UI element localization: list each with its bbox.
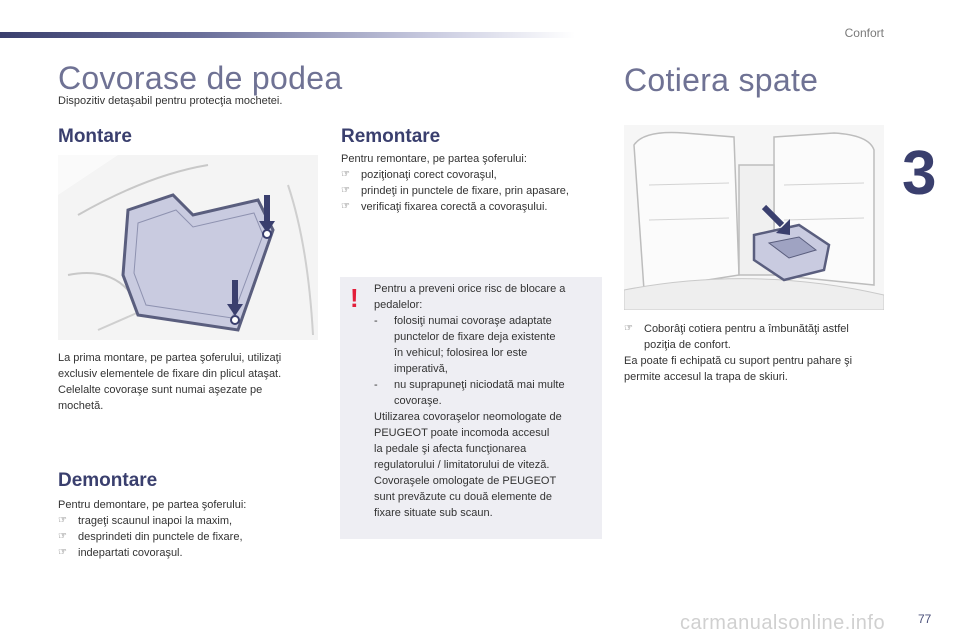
montare-heading: Montare <box>58 126 132 147</box>
demontare-text: Pentru demontare, pe partea şoferului: ☞ trageţi scaunul inapoi la maxim, ☞ desprindeti din punctele de fixare, ☞ indepartati covoraşul. <box>58 497 318 561</box>
list-item: ☞ Coborâţi cotiera pentru a îmbunătăţi astfel poziţia de confort. <box>624 323 849 351</box>
remontare-heading: Remontare <box>341 126 441 147</box>
warning-text: Pentru a preveni orice risc de blocare a pedalelor: - folosiţi numai covoraşe adaptate punctelor de fixare deja existente în vehicul; folosirea lor este imperativă, - nu suprapuneţi niciodată mai multe covoraşe. Utilizarea covoraşelor neomologate de PEUGEOT poate incomoda accesul la pedale şi afecta funcţionarea regulatorului / limitatorului de viteză. Covoraşele omologate de PEUGEOT sunt prevăzute cu două elemente de fixare situate sub scaun. <box>374 281 596 521</box>
list-item: - nu suprapuneţi niciodată mai multe covoraşe. <box>374 379 565 407</box>
montare-text: La prima montare, pe partea şoferului, utilizaţi exclusiv elementele de fixare din plicul ataşat. Celelalte covoraşe sunt numai aşezate pe mochetă. <box>58 352 282 412</box>
pointer-hand-icon: ☞ <box>58 547 67 558</box>
list-item: ☞ verificaţi fixarea corectă a covoraşului. <box>341 201 548 213</box>
list-item: ☞ indepartati covoraşul. <box>58 547 183 559</box>
pointer-hand-icon: ☞ <box>341 201 350 212</box>
floor-mat-drawing <box>58 155 318 340</box>
floor-mat-illustration <box>58 155 318 340</box>
remontare-text: Pentru remontare, pe partea şoferului: ☞ poziţionaţi corect covoraşul, ☞ prindeţi in punctele de fixare, prin apasare, ☞ verificaţi fixarea corectă a covoraşului. <box>341 151 603 215</box>
section-label: Confort <box>844 26 884 40</box>
pointer-hand-icon: ☞ <box>624 323 633 334</box>
list-item: - folosiţi numai covoraşe adaptate punctelor de fixare deja existente în vehicul; folosirea lor este imperativă, <box>374 315 556 375</box>
page-subtitle: Dispozitiv detaşabil pentru protecţia mochetei. <box>58 95 283 107</box>
list-item: ☞ trageţi scaunul inapoi la maxim, <box>58 515 233 527</box>
demontare-heading: Demontare <box>58 470 158 491</box>
header-bar <box>0 32 575 38</box>
watermark: carmanualsonline.info <box>680 612 886 634</box>
pointer-hand-icon: ☞ <box>58 531 67 542</box>
chapter-number: 3 <box>902 139 937 208</box>
list-item: ☞ poziţionaţi corect covoraşul, <box>341 169 497 181</box>
pointer-hand-icon: ☞ <box>341 185 350 196</box>
pointer-hand-icon: ☞ <box>341 169 350 180</box>
warning-icon: ! <box>350 283 359 313</box>
pointer-hand-icon: ☞ <box>58 515 67 526</box>
list-item: ☞ prindeţi in punctele de fixare, prin apasare, <box>341 185 569 197</box>
rear-armrest-illustration <box>624 125 884 310</box>
warning-box <box>340 277 602 539</box>
armrest-title: Cotiera spate <box>624 62 819 98</box>
armrest-text: ☞ Coborâţi cotiera pentru a îmbunătăţi astfel poziţia de confort. Ea poate fi echipată cu suport pentru pahare şi permite accesul la trapa de skiuri. <box>624 321 886 385</box>
page-number: 77 <box>918 612 932 626</box>
page-title: Covorase de podea <box>58 60 343 96</box>
list-item: ☞ desprindeti din punctele de fixare, <box>58 531 243 543</box>
rear-seat-drawing <box>624 125 884 310</box>
